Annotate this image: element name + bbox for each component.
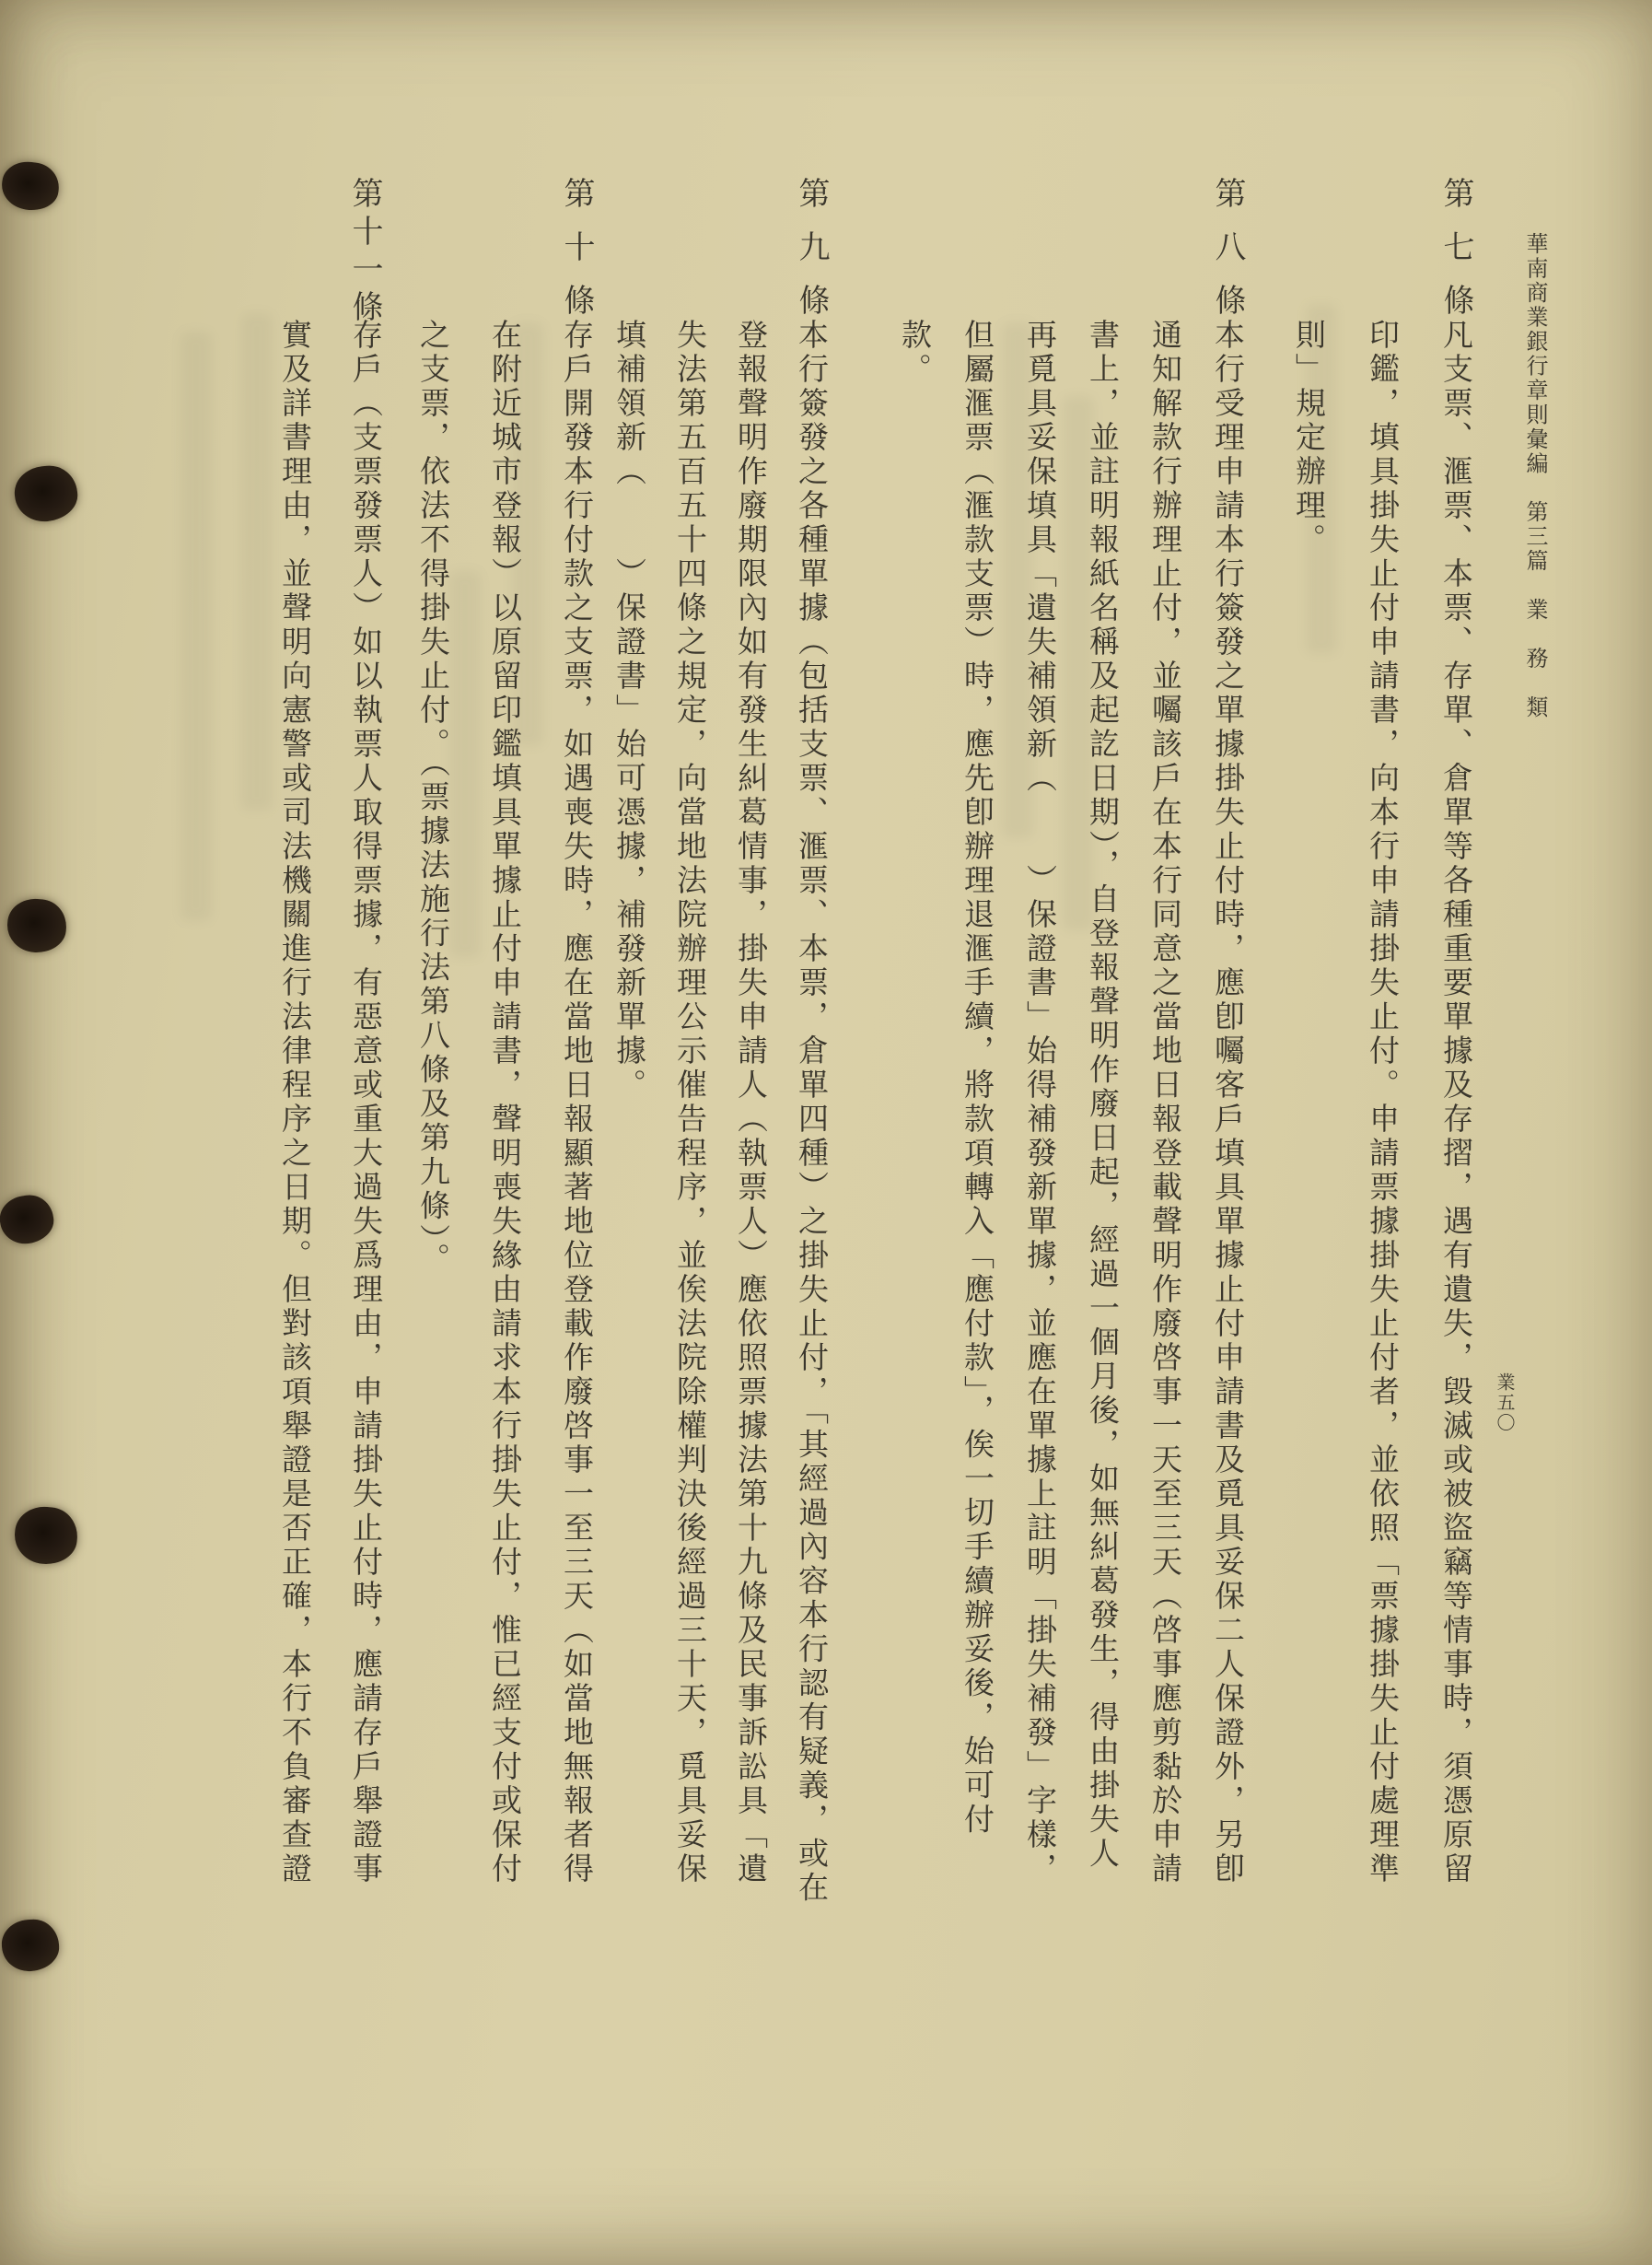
text-column: 存戶（支票發票人）如以執票人取得票據，有惡意或重大過失爲理由，申請掛失止付時，應請存戶舉證事	[348, 319, 381, 1886]
text-column: 凡支票、滙票、本票、存單、倉單等各種重要單據及存摺，遇有遺失，毀滅或被盜竊等情事時，須憑原留	[1438, 319, 1472, 1886]
text-column: 本行簽發之各種單據（包括支票、滙票、本票，倉單四種）之掛失止付，「其經過內容本行認有疑義，或在	[794, 319, 827, 1906]
binding-hole	[0, 1918, 61, 1973]
text-column: 則」規定辦理。	[1291, 319, 1324, 557]
article-7-number: 第七條	[1438, 177, 1472, 337]
binding-hole	[0, 158, 62, 214]
text-column: 之支票，依法不得掛失止付。（票據法施行法第八條及第九條）。	[415, 319, 448, 1277]
text-column: 再覓具妥保填具「遺失補領新（ ）保證書」始得補發新單據，並應在單據上註明「掛失補發」字樣，	[1022, 319, 1055, 1886]
text-column: 登報聲明作廢期限內如有發生糾葛情事，掛失申請人（執票人）應依照票據法第十九條及民事訴訟具「遺	[733, 319, 766, 1886]
article-10-text	[396, 319, 611, 1972]
binding-hole	[6, 897, 68, 954]
article-11-number: 第十一條	[347, 177, 381, 328]
text-column: 在附近城市登報）以原留印鑑填具單據止付申請書，聲明喪失緣由請求本行掛失止付，惟已經支付或保付	[487, 319, 520, 1886]
section-label: 第三篇	[1522, 500, 1546, 574]
article-10-number: 第十條	[559, 177, 593, 337]
category-label: 業 務 類	[1522, 597, 1546, 719]
article-9-number: 第九條	[794, 177, 828, 337]
text-column: 填補領新（ ）保證書」始可憑據，補發新單據。	[611, 319, 645, 1103]
text-column: 失法第五百五十四條之規定，向當地法院辦理公示催告程序，並俟法院除權判決後經過三十天，覓具妥保	[672, 319, 705, 1886]
text-column: 通知解款行辦理止付，並囑該戶在本行同意之當地日報登載聲明作廢啓事一天至三天（啓事應剪黏於申請	[1147, 319, 1181, 1886]
article-11-text	[258, 319, 400, 1972]
text-column: 存戶開發本行付款之支票，如遇喪失時，應在當地日報顯著地位登載作廢啓事一至三天（如當地無報者得	[559, 319, 592, 1886]
ink-bleed-ghost	[180, 332, 212, 921]
text-column: 印鑑，填具掛失止付申請書，向本行申請掛失止付。申請票據掛失止付者，並依照「票據掛失止付處理準	[1365, 319, 1398, 1886]
article-9-text	[598, 319, 841, 1972]
binding-hole	[12, 1504, 79, 1567]
article-8-text	[882, 319, 1258, 1972]
article-7-text	[1271, 319, 1492, 1972]
text-column: 款。	[897, 319, 930, 387]
binding-hole	[0, 1192, 57, 1247]
article-8-number: 第八條	[1210, 177, 1244, 337]
text-column: 但屬滙票（滙款支票）時，應先卽辦理退滙手續，將款項轉入「應付款」，俟一切手續辦妥後，始可付	[960, 319, 993, 1838]
text-column: 本行受理申請本行簽發之單據掛失止付時，應卽囑客戶填具單據止付申請書及覓具妥保二人保證外，另卽	[1210, 319, 1243, 1886]
book-header	[1514, 232, 1554, 719]
page-number: 業五〇	[1494, 1372, 1514, 1433]
text-column: 實及詳書理由，並聲明向憲警或司法機關進行法律程序之日期。但對該項舉證是否正確，本行不負審查證	[277, 319, 310, 1886]
book-title: 華南商業銀行章則彙編	[1522, 232, 1546, 476]
binding-hole	[12, 463, 80, 525]
text-column: 書上，並註明報紙名稱及起訖日期），自登報聲明作廢日起，經過一個月後，如無糾葛發生，得由掛失人	[1085, 319, 1118, 1872]
